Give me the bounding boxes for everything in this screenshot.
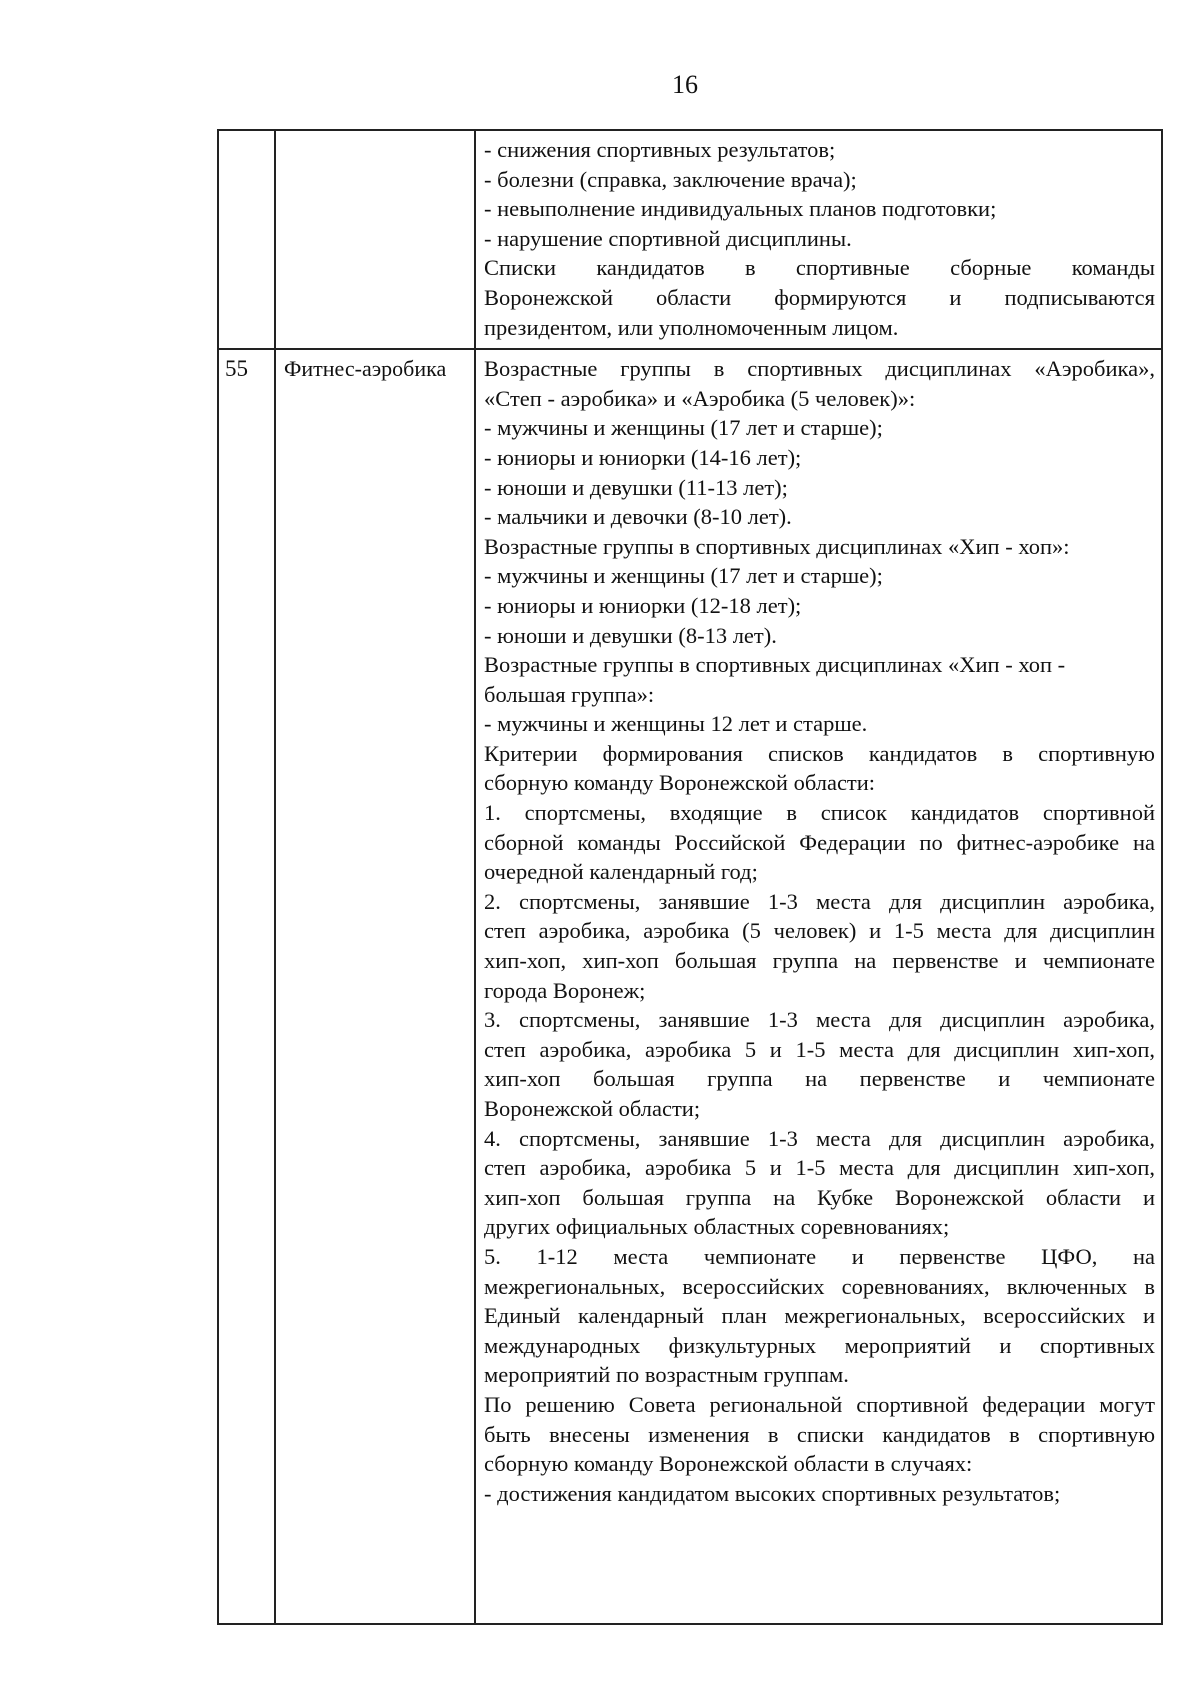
- text-line: Возрастные группы в спортивных дисциплинах «Аэробика»,: [484, 356, 1155, 382]
- text-line: Воронежской области формируются и подписываются: [484, 284, 1155, 310]
- table-row: [218, 349, 1162, 1624]
- text-line: 5. 1-12 места чемпионате и первенстве ЦФО, на: [484, 1243, 1155, 1269]
- text-line: хип-хоп большая группа на Кубке Воронежской области и: [484, 1184, 1155, 1210]
- text-line: - мужчины и женщины (17 лет и старше);: [484, 415, 883, 441]
- text-line: 1. спортсмены, входящие в список кандидатов спортивной: [484, 800, 1155, 826]
- text-line: - юноши и девушки (11-13 лет);: [484, 474, 788, 500]
- text-line: Списки кандидатов в спортивные сборные команды: [484, 255, 1155, 281]
- text-line: межрегиональных, всероссийских соревнованиях, включенных в: [484, 1273, 1155, 1299]
- text-line: 3. спортсмены, занявшие 1-3 места для дисциплин аэробика,: [484, 1007, 1155, 1033]
- text-line: По решению Совета региональной спортивной федерации могут: [484, 1391, 1155, 1417]
- page-number: 16: [672, 70, 698, 99]
- text-line: Критерии формирования списков кандидатов в спортивную: [484, 740, 1155, 766]
- text-line: 4. спортсмены, занявшие 1-3 места для дисциплин аэробика,: [484, 1125, 1155, 1151]
- text-line: степ аэробика, аэробика 5 и 1-5 места для дисциплин хип-хоп,: [484, 1155, 1155, 1181]
- text-line: - юниоры и юниорки (12-18 лет);: [484, 592, 802, 618]
- text-line: других официальных областных соревнованиях;: [484, 1214, 950, 1240]
- text-line: - нарушение спортивной дисциплины.: [484, 225, 852, 251]
- text-line: - мальчики и девочки (8-10 лет).: [484, 504, 792, 530]
- text-line: города Воронеж;: [484, 977, 646, 1003]
- text-line: - юниоры и юниорки (14-16 лет);: [484, 444, 802, 470]
- text-line: Единый календарный план межрегиональных, всероссийских и: [484, 1303, 1155, 1329]
- criteria-text-cell: [475, 349, 1162, 1624]
- text-line: хип-хоп, хип-хоп большая группа на первенстве и чемпионате: [484, 948, 1155, 974]
- criteria-table: [217, 129, 1163, 1625]
- text-line: президентом, или уполномоченным лицом.: [484, 314, 899, 340]
- text-line: мероприятий по возрастным группам.: [484, 1362, 849, 1388]
- text-line: очередной календарный год;: [484, 859, 758, 885]
- text-line: - невыполнение индивидуальных планов подготовки;: [484, 196, 997, 222]
- row-number-cell: [218, 130, 275, 349]
- text-line: большая группа»:: [484, 681, 655, 707]
- criteria-text-cell: [475, 130, 1162, 349]
- text-line: степ аэробика, аэробика (5 человек) и 1-5 места для дисциплин: [484, 918, 1155, 944]
- text-line: - болезни (справка, заключение врача);: [484, 166, 857, 192]
- text-line: сборную команду Воронежской области в случаях:: [484, 1451, 973, 1477]
- text-line: Воронежской области;: [484, 1096, 701, 1121]
- text-line: - юноши и девушки (8-13 лет).: [484, 622, 777, 648]
- text-line: хип-хоп большая группа на первенстве и чемпионате: [484, 1066, 1155, 1092]
- text-line: быть внесены изменения в списки кандидатов в спортивную: [484, 1421, 1155, 1447]
- text-line: - мужчины и женщины (17 лет и старше);: [484, 563, 883, 589]
- text-line: сборной команды Российской Федерации по фитнес-аэробике на: [484, 829, 1155, 855]
- text-line: Возрастные группы в спортивных дисциплинах «Хип - хоп -: [484, 652, 1066, 678]
- table-row: [218, 130, 1162, 349]
- text-line: Возрастные группы в спортивных дисциплинах «Хип - хоп»:: [484, 533, 1070, 559]
- sport-name-cell: Фитнес-аэробика: [275, 349, 475, 1624]
- sport-name-cell: [275, 130, 475, 349]
- text-line: «Степ - аэробика» и «Аэробика (5 человек)»:: [484, 385, 916, 411]
- text-line: - снижения спортивных результатов;: [484, 137, 836, 162]
- row-number-cell: 55: [218, 349, 275, 1624]
- text-line: - достижения кандидатом высоких спортивных результатов;: [484, 1480, 1061, 1506]
- text-line: 2. спортсмены, занявшие 1-3 места для дисциплин аэробика,: [484, 888, 1155, 914]
- text-line: международных физкультурных мероприятий и спортивных: [484, 1332, 1155, 1358]
- text-line: сборную команду Воронежской области:: [484, 770, 876, 796]
- text-line: степ аэробика, аэробика 5 и 1-5 места для дисциплин хип-хоп,: [484, 1036, 1155, 1062]
- text-line: - мужчины и женщины 12 лет и старше.: [484, 711, 868, 737]
